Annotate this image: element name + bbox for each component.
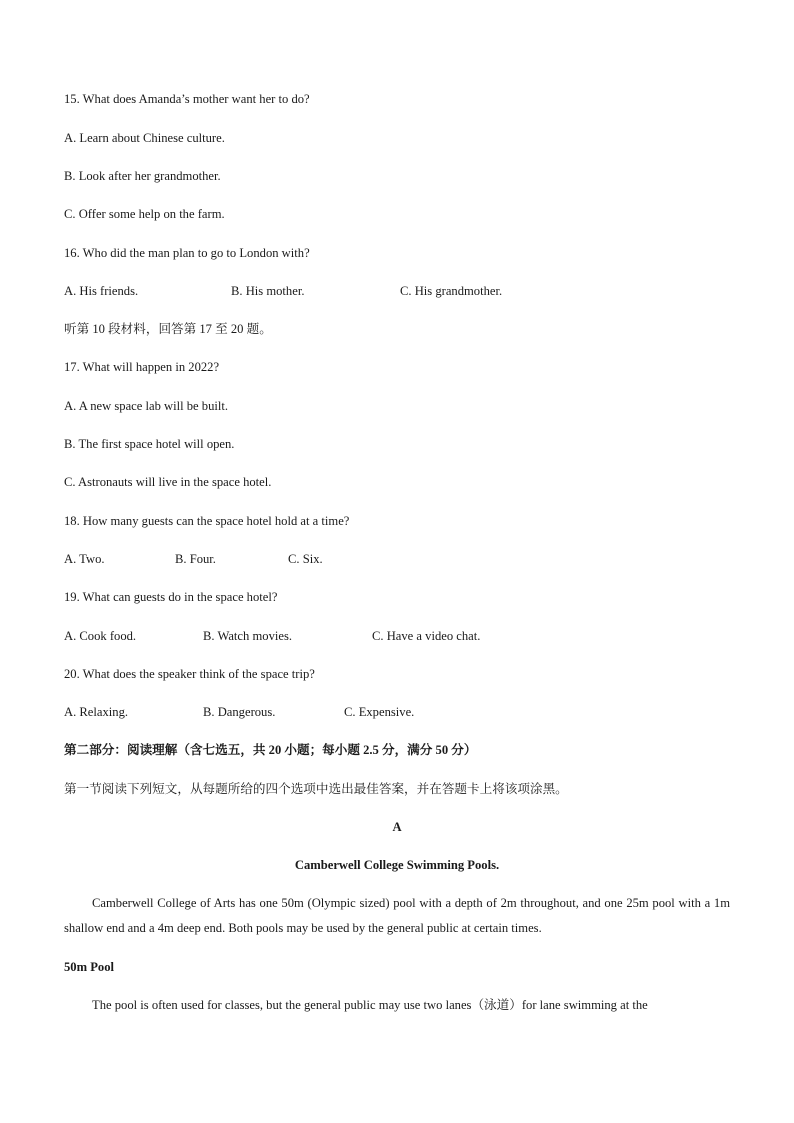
passage-title: Camberwell College Swimming Pools. [294,858,500,872]
question-20-option-b: B. Dangerous. [203,705,276,719]
question-19-option-c: C. Have a video chat. [372,629,481,643]
section-2-instruction: 第一节阅读下列短文，从每题所给的四个选项中选出最佳答案，并在答题卡上将该项涂黑。 [64,782,568,796]
question-16-option-c: C. His grandmother. [400,284,503,298]
question-19-option-b: B. Watch movies. [203,629,292,643]
question-20-options [64,704,744,720]
question-18: 18. How many guests can the space hotel hold at a time? [64,514,350,528]
question-18-options [64,551,744,567]
question-18-option-a: A. Two. [64,552,105,566]
question-20: 20. What does the speaker think of the space trip? [64,667,315,681]
question-19-options [64,628,744,644]
instruction-material-10: 听第 10 段材料，回答第 17 至 20 题。 [64,322,272,336]
question-16-options [64,283,744,299]
question-16: 16. Who did the man plan to go to London with? [64,246,310,260]
question-19: 19. What can guests do in the space hotel? [64,590,278,604]
question-20-option-a: A. Relaxing. [64,705,129,719]
section-2-title: 第二部分：阅读理解（含七选五，共 20 小题；每小题 2.5 分，满分 50 分） [64,743,477,757]
question-17-option-a: A. A new space lab will be built. [64,399,229,413]
passage-subheading: 50m Pool [64,960,115,974]
question-17-option-c: C. Astronauts will live in the space hotel. [64,475,272,489]
passage-intro: Camberwell College of Arts has one 50m (Olympic sized) pool with a depth of 2m throughout, and one 25m pool with a 1m shallow end and a 4m deep end. Both pools may be used by the general public at certain times. [64,896,730,935]
question-19-option-a: A. Cook food. [64,629,137,643]
question-20-option-c: C. Expensive. [344,705,415,719]
question-18-option-c: C. Six. [288,552,323,566]
question-17: 17. What will happen in 2022? [64,360,220,374]
question-15-option-c: C. Offer some help on the farm. [64,207,225,221]
question-15-option-b: B. Look after her grandmother. [64,169,221,183]
question-18-option-b: B. Four. [175,552,216,566]
question-17-option-b: B. The first space hotel will open. [64,437,235,451]
passage-paragraph-2: The pool is often used for classes, but the general public may use two lanes（泳道）for lane swimming at the [92,998,648,1012]
question-15-option-a: A. Learn about Chinese culture. [64,131,225,145]
question-16-option-a: A. His friends. [64,284,139,298]
passage-letter: A [392,820,402,834]
question-15: 15. What does Amanda’s mother want her to do? [64,92,310,106]
question-16-option-b: B. His mother. [231,284,305,298]
